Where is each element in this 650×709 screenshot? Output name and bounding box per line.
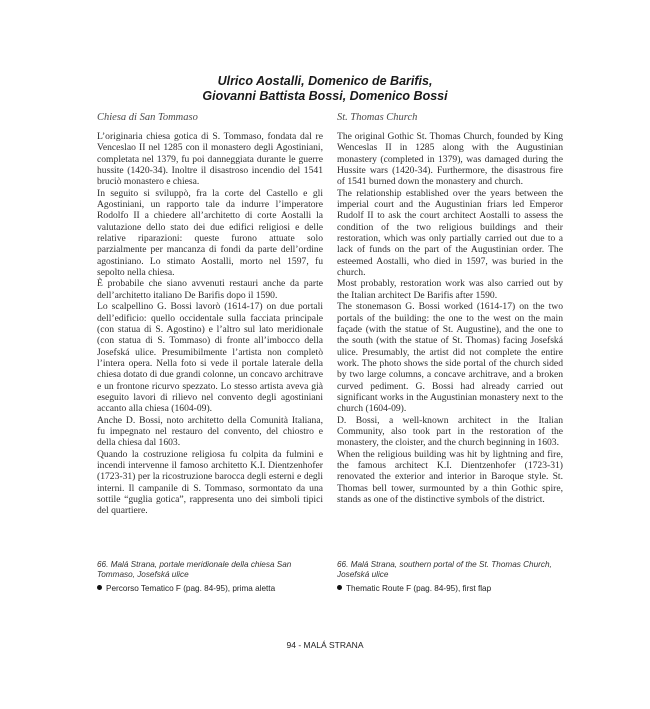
bullet-icon xyxy=(97,585,102,590)
italian-caption-block xyxy=(97,560,323,594)
italian-paragraph: Quando la costruzione religiosa fu colpita da fulmini e incendi intervenne il famoso architetto K.I. Dientzenhofer (1723-31) per la ricostruzione barocca degli esterni e degli interni. Il campanile di S. Tommaso, sormontato da una sottile “guglia gotica”, rappresenta uno dei simboli tipici del quartiere. xyxy=(97,448,323,517)
italian-paragraph: È probabile che siano avvenuti restauri anche da parte dell’architetto italiano De Barifis dopo il 1590. xyxy=(97,278,323,301)
italian-caption: 66. Malá Strana, portale meridionale della chiesa San Tommaso, Josefská ulice xyxy=(97,560,292,579)
english-paragraph: D. Bossi, a well-known architect in the Italian Community, also took part in the restoration of the monastery, the cloister, and the church beginning in 1603. xyxy=(337,414,563,449)
page-footer: 94 - MALÁ STRANA xyxy=(286,640,364,650)
english-route xyxy=(337,584,563,594)
english-paragraph: The relationship established over the years between the imperial court and the Augustinian friars led Emperor Rudolf II to ask the court architect Aostalli to assess the condition of the two religious buildings and their restoration, which was only partially carried out due to a lack of funds on the part of the Augustinian order. The esteemed Aostalli, who died in 1597, was buried in the church. xyxy=(337,187,563,279)
italian-route-text: Percorso Tematico F (pag. 84-95), prima aletta xyxy=(106,584,276,593)
italian-column xyxy=(97,112,323,517)
english-paragraph: The original Gothic St. Thomas Church, founded by King Wenceslas II in 1285 along with the Augustinian monastery (completed in 1379), was damaged during the Hussite wars (1420-34). Furthermore, the disastrous fire of 1541 burned down the monastery and church. xyxy=(337,131,563,188)
english-paragraph: When the religious building was hit by lightning and fire, the famous architect K.I. Dientzenhofer (1723-31) renovated the exterior and interior in Baroque style. St. Thomas bell tower, surmounted by a thin Gothic spire, stands as one of the distinctive symbols of the district. xyxy=(337,448,563,505)
page-title xyxy=(0,74,650,104)
italian-paragraph: Lo scalpellino G. Bossi lavorò (1614-17) on due portali dell’edificio: quello occidentale sulla facciata principale (con statua di S. Agostino) e l’altro sul lato meridionale (con statua di S. Tommaso) di fronte all’imbocco della Josefská ulice. Presumibilmente l’artista non completò l’intera opera. Nella foto si vede il portale laterale della chiesa dotato di due grandi colonne, un concavo architrave e un frontone ricurvo spezzato. Lo stesso artista aveva già eseguito lavori di rilievo nel convento degli agostiniani accanto alla chiesa (1604-09). xyxy=(97,301,323,415)
english-caption: 66. Malá Strana, southern portal of the St. Thomas Church, Josefská ulice xyxy=(337,560,552,579)
english-route-text: Thematic Route F (pag. 84-95), first flap xyxy=(346,584,492,593)
english-column xyxy=(337,112,563,505)
bullet-icon xyxy=(337,585,342,590)
italian-paragraph: Anche D. Bossi, noto architetto della Comunità Italiana, fu impegnato nel restauro del convento, del chiostro e della chiesa dal 1603. xyxy=(97,414,323,449)
english-paragraph: Most probably, restoration work was also carried out by the Italian architect De Barifis after 1590. xyxy=(337,278,563,301)
title-line-2: Giovanni Battista Bossi, Domenico Bossi xyxy=(202,89,448,103)
italian-paragraph: In seguito si sviluppò, fra la corte del Castello e gli Agostiniani, un rapporto tale da indurre l’imperatore Rodolfo II a chiedere all’architetto di corte Aostalli la valutazione dello stato dei due edifici religiosi e delle relative riparazioni: queste furono attuate solo parzialmente per mancanza di fondi da parte dell’ordine agostiniano. Lo stimato Aostalli, morto nel 1597, fu sepolto nella chiesa. xyxy=(97,187,323,279)
english-caption-block xyxy=(337,560,563,594)
italian-route xyxy=(97,584,323,594)
italian-paragraph: L’originaria chiesa gotica di S. Tommaso, fondata dal re Venceslao II nel 1285 con il monastero degli Agostiniani, completata nel 1379, fu poi danneggiata durante le guerre hussite (1420-34). Inoltre il disastroso incendio del 1541 bruciò monastero e chiesa. xyxy=(97,131,323,188)
title-line-1: Ulrico Aostalli, Domenico de Barifis, xyxy=(217,74,433,88)
italian-heading: Chiesa di San Tommaso xyxy=(97,112,198,123)
english-paragraph: The stonemason G. Bossi worked (1614-17) on the two portals of the building: the one to the west on the main façade (with the statue of St. Augustine), and the one to the south (with the statue of St. Thomas) facing Josefská ulice. Presumably, the artist did not complete the entire work. The photo shows the side portal of the church sided by two large columns, a concave architrave, and a broken curved pediment. G. Bossi had already carried out significant works in the Augustinian monastery next to the church (1604-09). xyxy=(337,301,563,415)
english-heading: St. Thomas Church xyxy=(337,112,418,123)
